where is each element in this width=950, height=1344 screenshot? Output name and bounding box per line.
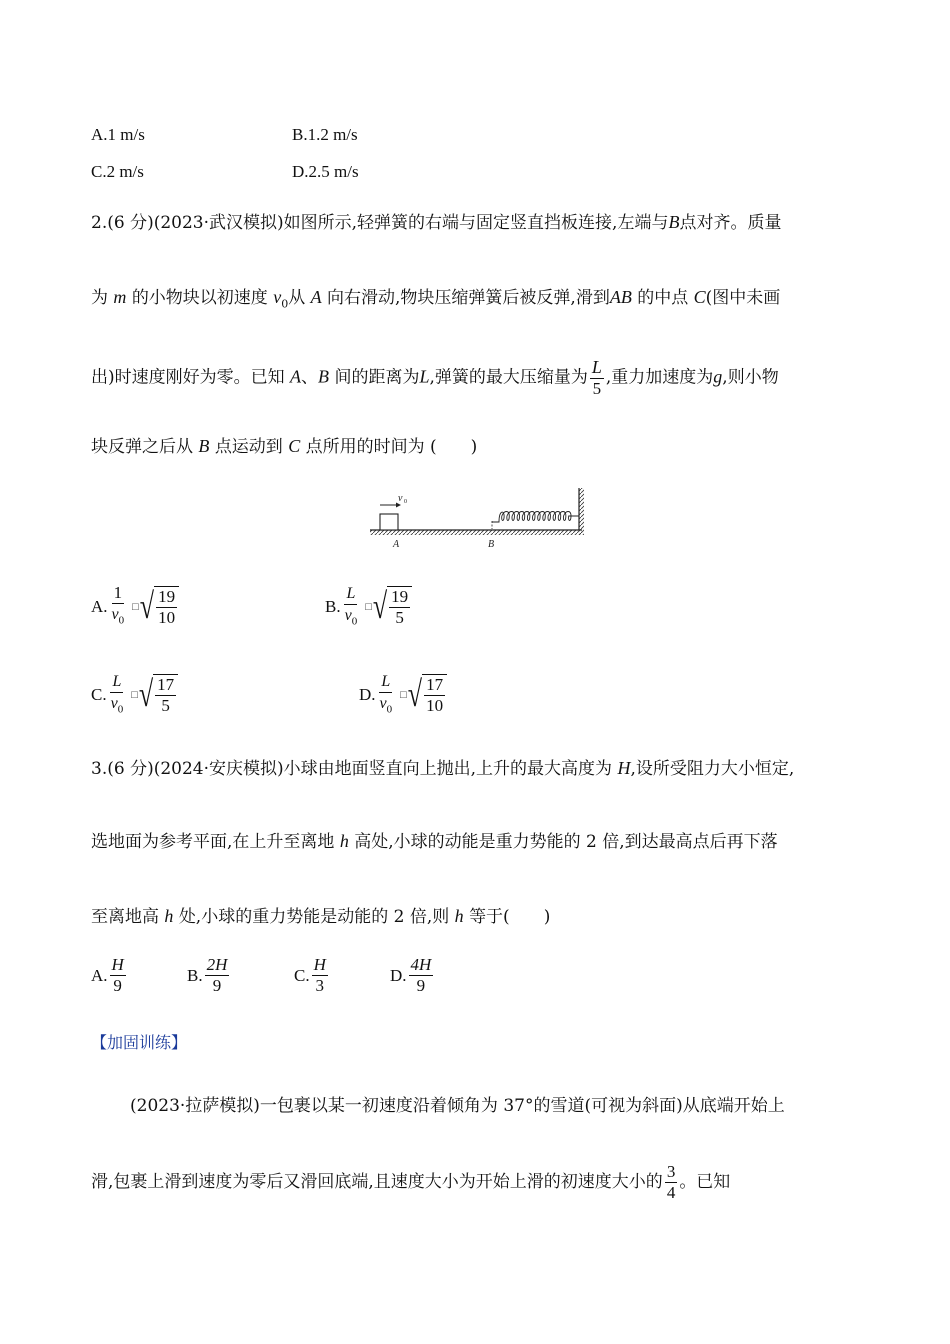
label-a: A <box>393 539 400 550</box>
q2-line-1: 2.(6 分)(2023·武汉模拟)如图所示,轻弹簧的右端与固定竖直挡板连接,左端与B点对齐。质量 <box>91 212 782 233</box>
section-title: 【加固训练】 <box>91 1033 188 1052</box>
velocity-label: v <box>398 493 403 504</box>
spring-block-figure <box>365 485 590 555</box>
spring <box>492 512 579 523</box>
q2-option-a: A. $\frac{1}{v_0}$ □ √ $\frac{19}{10}$ <box>91 583 179 630</box>
q2-option-c: C. $\frac{L}{v_0}$ □ √ $\frac{17}{5}$ <box>91 671 178 719</box>
q3-line-1: 3.(6 分)(2024·安庆模拟)小球由地面竖直向上抛出,上升的最大高度为 H,设所受阻力大小恒定, <box>91 758 795 779</box>
q1-option-a: A.1 m/s <box>91 125 145 144</box>
fraction-L-over-5: $\frac{L}{5}$ <box>591 357 602 398</box>
q2-option-d: D. $\frac{L}{v_0}$ □ √ $\frac{17}{10}$ <box>359 671 447 719</box>
q3-option-a: A. $\frac{H}{9}$ <box>91 955 124 995</box>
q2-line-3: 出)时速度刚好为零。已知 A、B 间的距离为L,弹簧的最大压缩量为 $\frac{L}{5}$ ,重力加速度为g,则小物 <box>91 357 779 398</box>
q2-line-4: 块反弹之后从 B 点运动到 C 点所用的时间为 ( ) <box>91 436 478 457</box>
q3-option-b: B. $\frac{2H}{9}$ <box>187 955 228 995</box>
q1-option-b: B.1.2 m/s <box>292 125 358 144</box>
q2-line-2: 为 m 的小物块以初速度 $v_0$从 A 向右滑动,物块压缩弹簧后被反弹,滑到AB 的中点 C(图中未画 <box>91 287 781 311</box>
section-line-1: (2023·拉萨模拟)一包裹以某一初速度沿着倾角为 37°的雪道(可视为斜面)从底端开始上 <box>130 1096 785 1116</box>
q3-option-c: C. $\frac{H}{3}$ <box>294 955 326 995</box>
q3-line-2: 选地面为参考平面,在上升至离地 h 高处,小球的动能是重力势能的 2 倍,到达最高点后再下落 <box>91 831 778 852</box>
q1-option-c: C.2 m/s <box>91 162 144 181</box>
q3-line-3: 至离地高 h 处,小球的重力势能是动能的 2 倍,则 h 等于( ) <box>91 906 551 927</box>
ground-hatch <box>370 530 582 535</box>
label-b: B <box>488 539 495 550</box>
block <box>380 514 398 530</box>
section-line-2: 滑,包裹上滑到速度为零后又滑回底端,且速度大小为开始上滑的初速度大小的 $\frac{3}{4}$ 。已知 <box>91 1162 731 1202</box>
velocity-label-sub: 0 <box>404 499 407 505</box>
wall-hatch <box>579 488 584 535</box>
q3-option-d: D. $\frac{4H}{9}$ <box>390 955 432 995</box>
q1-option-d: D.2.5 m/s <box>292 162 359 181</box>
fraction-3-over-4: $\frac{3}{4}$ <box>666 1162 676 1202</box>
q2-option-b: B. $\frac{L}{v_0}$ □ √ $\frac{19}{5}$ <box>325 583 412 631</box>
